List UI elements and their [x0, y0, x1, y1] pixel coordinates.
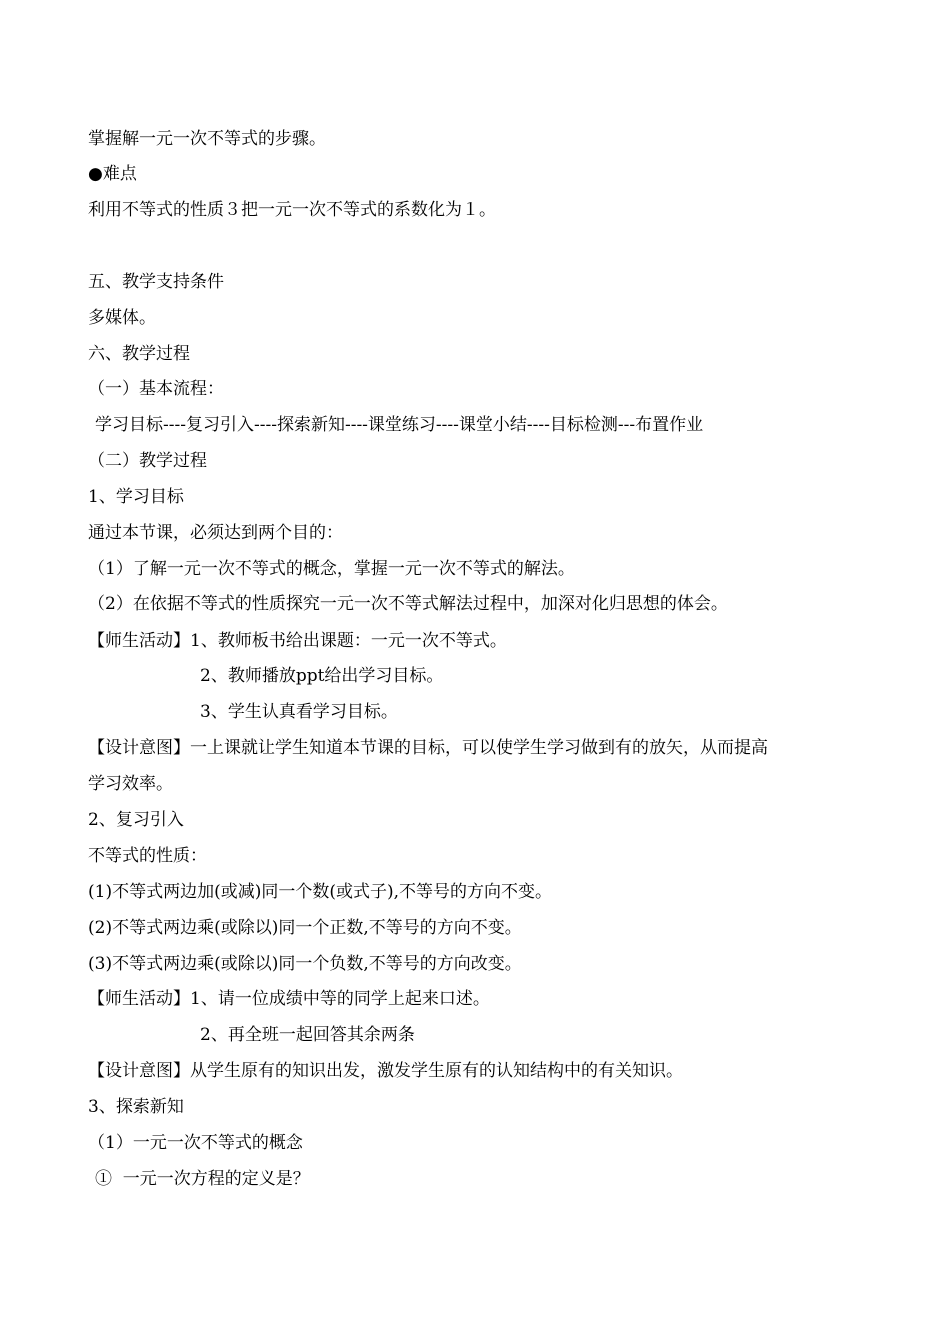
goal-1: （1）了解一元一次不等式的概念，掌握一元一次不等式的解法。: [88, 559, 575, 579]
key-point-text: 掌握解一元一次不等式的步骤。: [88, 129, 326, 149]
step-1-activity-3: 3、学生认真看学习目标。: [200, 702, 398, 722]
difficulty-text: 利用不等式的性质３把一元一次不等式的系数化为１。: [88, 200, 496, 220]
property-2: (2)不等式两边乘(或除以)同一个正数,不等号的方向不变。: [88, 918, 522, 938]
step-3-heading: 3、探索新知: [88, 1097, 184, 1117]
goal-2: （2）在依据不等式的性质探究一元一次不等式解法过程中，加深对化归思想的体会。: [88, 594, 728, 614]
section-6-heading: 六、教学过程: [88, 344, 190, 364]
step-1-heading: 1、学习目标: [88, 487, 184, 507]
properties-title: 不等式的性质：: [88, 846, 207, 866]
step-1-activity-2: 2、教师播放ppt给出学习目标。: [200, 666, 444, 686]
section-5-text: 多媒体。: [88, 308, 156, 328]
step-1-design-line-1: 【设计意图】一上课就让学生知道本节课的目标，可以使学生学习做到有的放矢，从而提高: [88, 738, 768, 758]
basic-flow-heading: （一）基本流程：: [88, 379, 224, 399]
step-2-activity-2: 2、再全班一起回答其余两条: [200, 1025, 415, 1045]
property-1: (1)不等式两边加(或减)同一个数(或式子),不等号的方向不变。: [88, 882, 553, 902]
teaching-process-heading: （二）教学过程: [88, 451, 207, 471]
step-2-design: 【设计意图】从学生原有的知识出发，激发学生原有的认知结构中的有关知识。: [88, 1061, 683, 1081]
step-1-design-line-2: 学习效率。: [88, 774, 173, 794]
step-1-intro: 通过本节课，必须达到两个目的：: [88, 523, 343, 543]
property-3: (3)不等式两边乘(或除以)同一个负数,不等号的方向改变。: [88, 954, 522, 974]
step-2-activity-1: 【师生活动】1、请一位成绩中等的同学上起来口述。: [88, 989, 490, 1009]
difficulty-heading: ●难点: [88, 164, 137, 184]
step-1-activity-1: 【师生活动】1、教师板书给出课题：一元一次不等式。: [88, 631, 507, 651]
step-2-heading: 2、复习引入: [88, 810, 184, 830]
section-5-heading: 五、教学支持条件: [88, 272, 224, 292]
step-3-subheading: （1）一元一次不等式的概念: [88, 1133, 303, 1153]
basic-flow-text: 学习目标----复习引入----探索新知----课堂练习----课堂小结----目标检测---布置作业: [95, 415, 704, 435]
step-3-question-1: ① 一元一次方程的定义是？: [95, 1169, 310, 1189]
